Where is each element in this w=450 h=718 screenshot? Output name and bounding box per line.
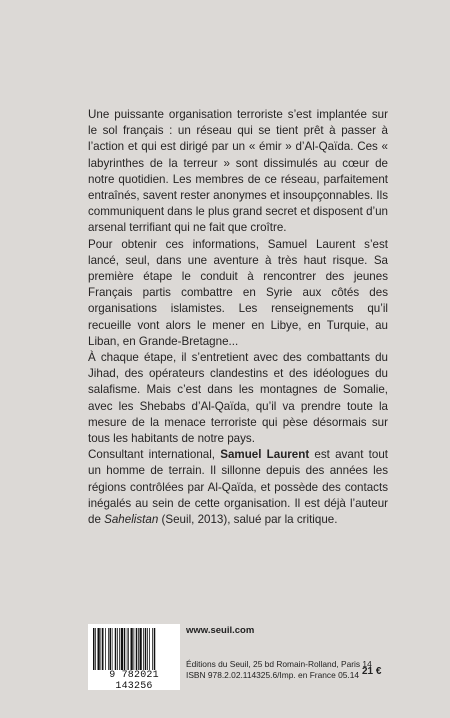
barcode-bars — [92, 628, 176, 670]
bio-tail: (Seuil, 2013), salué par la critique. — [158, 513, 338, 527]
barcode-bar — [152, 628, 153, 670]
isbn-line: ISBN 978.2.02.114325.6/Imp. en France 05.14 — [186, 670, 360, 680]
price-tag: 21 € — [362, 666, 382, 677]
barcode-bar — [134, 628, 135, 670]
previous-book-title: Sahelistan — [104, 513, 159, 527]
barcode-bar — [95, 628, 96, 670]
blurb-paragraph-3: À chaque étape, il s’entretient avec des combattants du Jihad, des opérateurs clandestins et des idéologues du salafisme. Mais c’est dans les montagnes de Somalie, avec les Shebabs d’Al-Qaïda, qu’il va prendre toute la mesure de la menace terroriste qui pèse désormais sur tous les habitants de notre pays. — [88, 351, 388, 446]
barcode-bar — [105, 628, 106, 670]
barcode-bar — [112, 628, 113, 670]
barcode-bar — [147, 628, 148, 670]
barcode-bar — [140, 628, 142, 670]
blurb-paragraph-2: Pour obtenir ces informations, Samuel Laurent s’est lancé, seul, dans une aventure à très haut risque. Sa première étape le conduit à rencontrer des jeunes Français partis combattre en Syrie aux côtés des organisations islamistes. Les renseignements qu’il recueille vont alors le mener en Libye, en Turquie, au Liban, en Grande-Bretagne... — [88, 237, 388, 348]
barcode-bar — [93, 628, 95, 670]
barcode-bar — [115, 628, 117, 670]
bio-rest: est avant tout un homme de terrain. Il sillonne depuis des années les régions contrôlées par Al-Qaïda, et possède des contacts inégalés au sein de cette organisation. Il est déjà l’auteur de — [88, 448, 388, 527]
barcode-bar — [131, 628, 133, 670]
blurb-paragraph-1: Une puissante organisation terroriste s’est implantée sur le sol français : un réseau qui se tient prêt à passer à l’action et qui est dirigé par un « émir » d’Al-Qaïda. Ces « labyrinthes de la terreur » sont dissimulés au cœur de notre quotidien. Les membres de ce réseau, parfaitement entraînés, savent rester anonymes et insoupçonnables. Ils communiquent dans le plus grand secret et disposent d’un arsenal terrifiant qui ne fait que croître. — [88, 108, 388, 235]
barcode-bar — [154, 628, 156, 670]
bio-lead: Consultant international, — [88, 448, 221, 462]
barcode-bar — [108, 628, 109, 670]
blurb-text — [88, 107, 388, 528]
barcode-bar — [98, 628, 100, 670]
author-name: Samuel Laurent — [220, 448, 310, 462]
barcode-bar — [145, 628, 147, 670]
barcode-bar — [128, 628, 129, 670]
barcode-bar — [143, 628, 144, 670]
barcode-bar — [136, 628, 138, 670]
barcode-bar — [117, 628, 118, 670]
barcode-bar — [110, 628, 112, 670]
barcode-bar — [119, 628, 120, 670]
publisher-website: www.seuil.com — [186, 625, 255, 636]
publisher-address: Éditions du Seuil, 25 bd Romain-Rolland, Paris 14 — [186, 659, 372, 669]
barcode-bar — [127, 628, 128, 670]
barcode-bar — [124, 628, 126, 670]
barcode-bar — [101, 628, 102, 670]
barcode-bar — [149, 628, 150, 670]
barcode-bar — [102, 628, 104, 670]
isbn-barcode — [88, 624, 180, 690]
publisher-info — [186, 659, 372, 681]
barcode-bar — [138, 628, 139, 670]
barcode-digits: 9 782021 143256 — [109, 670, 159, 692]
author-bio — [88, 447, 388, 528]
barcode-bar — [121, 628, 123, 670]
